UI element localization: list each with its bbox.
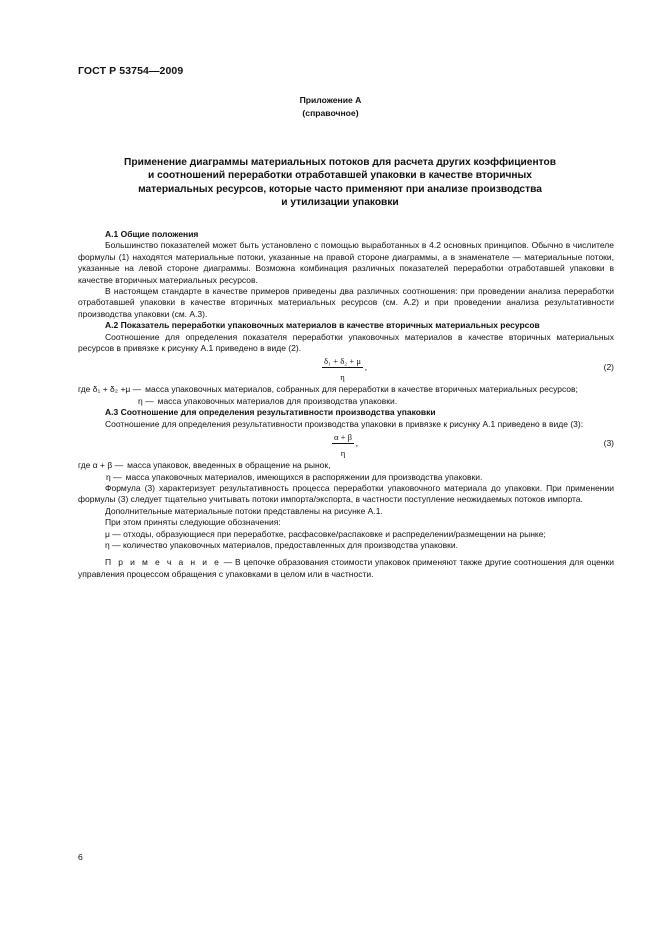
legend-text: масса упаковочных материалов, собранных для переработки в качестве вторичных материальных ресурсов; <box>145 384 578 395</box>
section-a1-heading: А.1 Общие положения <box>105 229 199 239</box>
section-a3-paragraph-3: Дополнительные материальные потоки представлены на рисунке А.1. <box>105 505 383 516</box>
page-number: 6 <box>78 852 83 862</box>
title-line-4: и утилизации упаковки <box>281 197 399 209</box>
appendix-label: Приложение А <box>299 95 362 105</box>
formula-3-legend <box>78 460 614 483</box>
legend-row <box>78 396 614 407</box>
standard-number: ГОСТ Р 53754—2009 <box>78 65 184 77</box>
section-a3-paragraph-6: η — количество упаковочных материалов, предоставленных для производства упаковки. <box>105 539 458 550</box>
appendix-title <box>100 156 580 210</box>
legend-text: масса упаковочных материалов для производства упаковки. <box>157 395 398 406</box>
title-line-3: материальных ресурсов, которые часто применяют при анализе производства <box>138 183 542 195</box>
title-line-1: Применение диаграммы материальных потоков для расчета других коэффициентов <box>124 157 556 168</box>
formula-3-number: (3) <box>603 438 614 449</box>
formula-2-legend <box>78 384 614 407</box>
formula-2-numerator: δ₁ + δ₂ + μ <box>324 356 361 367</box>
section-a3-heading: А.3 Соотношение для определения результативности производства упаковки <box>105 407 436 418</box>
section-a3-paragraph-5: μ — отходы, образующиеся при переработке, расфасовке/распаковке и распределении/размещении на рынке; <box>105 528 546 539</box>
formula-3-comma: , <box>355 438 359 449</box>
appendix-note: (справочное) <box>302 108 359 118</box>
formula-3 <box>78 430 614 460</box>
legend-symbol: где α + β — <box>78 460 124 471</box>
formula-2-denominator: η <box>340 372 345 383</box>
formula-3-numerator: α + β <box>334 432 353 443</box>
legend-symbol: η — <box>138 395 154 406</box>
legend-symbol: где δ₁ + δ₂ +μ — <box>78 384 142 395</box>
section-a3-paragraph-4: При этом приняты следующие обозначения: <box>105 517 281 528</box>
section-a1-paragraph-2: В настоящем стандарте в качестве примеров приведены два различных соотношения: при проведении анализа переработки отработавшей упаковки в качестве вторичных материальных ресурсов (см. А.2) и при проведении анализа результативности производства упаковки (см. А.3). <box>78 286 614 319</box>
formula-3-denominator: η <box>340 448 346 459</box>
main-content <box>78 229 614 580</box>
legend-symbol: η — <box>106 471 122 482</box>
note-text: — В цепочке образования стоимости упаковок применяют также другие соотношения для оценки управления процессом обращения с упаковками в целом или в частности. <box>78 557 614 579</box>
title-line-2: и соотношений переработки отработавшей упаковки в качестве вторичных <box>148 170 532 182</box>
section-a2-heading: А.2 Показатель переработки упаковочных материалов в качестве вторичных материальных ресурсов <box>105 320 540 331</box>
formula-2-fraction <box>322 356 367 383</box>
section-a3-paragraph-2: Формула (3) характеризует результативность процесса переработки упаковочного материала до упаковки. При применении формулы (3) следует тщательно учитывать потоки импорта/экспорта, в частности поступление неожидаемых потоков импорта. <box>78 482 614 505</box>
section-a3-paragraph-1: Соотношение для определения результативности производства упаковки в привязке к рисунку А.1 приведено в виде (3): <box>105 418 584 429</box>
formula-2-number: (2) <box>603 362 614 373</box>
legend-row <box>78 384 614 395</box>
note-label: П р и м е ч а н и е <box>105 557 222 568</box>
legend-row <box>78 472 614 483</box>
note-paragraph <box>78 557 614 580</box>
legend-row <box>78 460 614 471</box>
section-a1-paragraph-1: Большинство показателей может быть установлено с помощью выработанных в 4.2 основных принципов. Обычно в числителе формулы (1) находятся материальные потоки, указанные на правой стороне диаграммы, а в знаменателе — материальные потоки, указанные на левой стороне диаграммы. Возможна комбинация различных показателей переработки отработавшей упаковки в качестве вторичных материальных ресурсов. <box>78 240 614 285</box>
formula-2-comma: , <box>364 362 367 373</box>
formula-2 <box>78 354 614 384</box>
legend-text: масса упаковок, введенных в обращение на рынок, <box>127 460 331 471</box>
formula-3-fraction <box>332 432 359 459</box>
legend-text: масса упаковочных материалов, имеющихся в распоряжении для производства упаковки. <box>125 471 483 482</box>
section-a2-paragraph-1: Соотношение для определения показателя переработки упаковочных материалов в качестве вторичных материальных ресурсов в привязке к рисунку А.1 приведено в виде (2). <box>78 331 614 354</box>
